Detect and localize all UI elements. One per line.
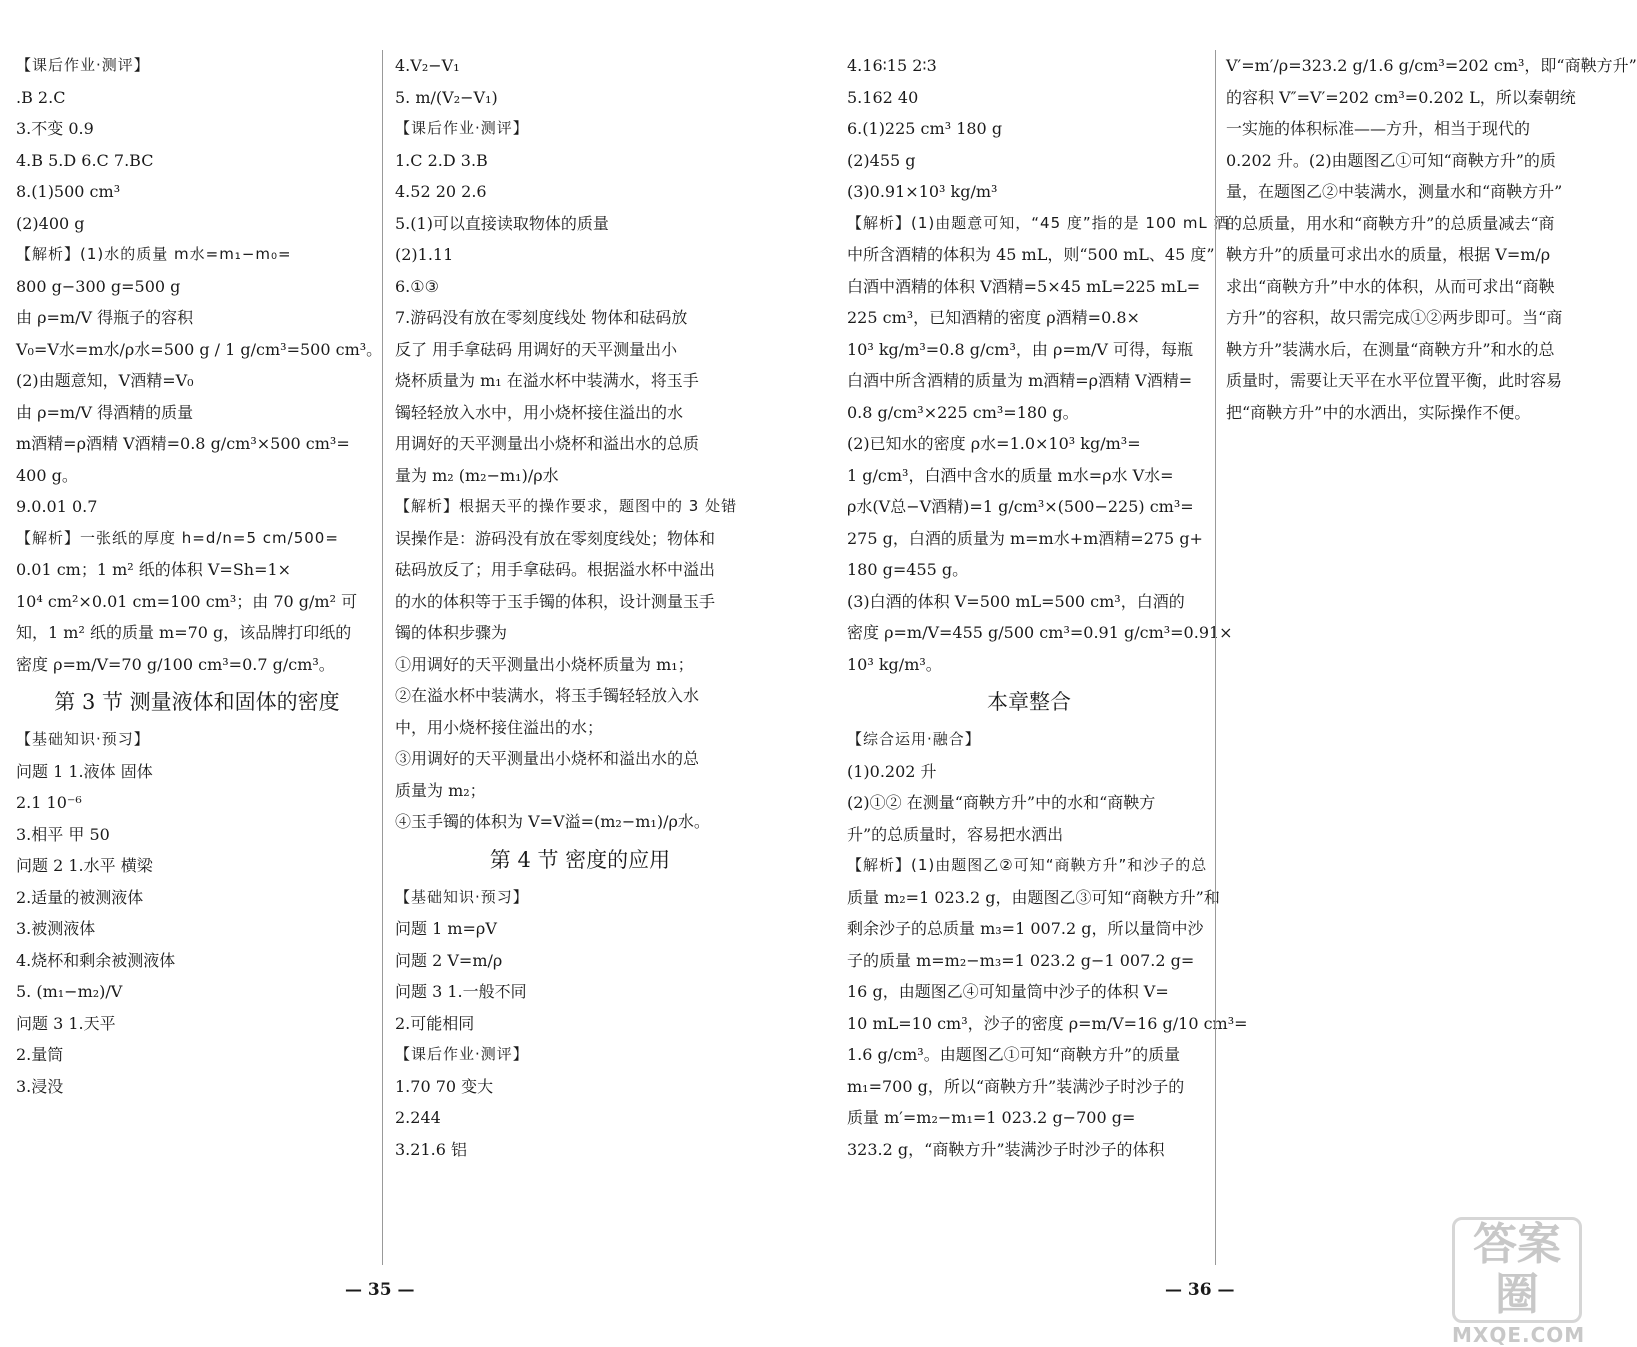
text-line: 6.①③ — [395, 276, 439, 296]
text-line: 问题 1 1.液体 固体 — [16, 761, 153, 781]
text-line: 6.(1)225 cm³ 180 g — [847, 119, 1003, 138]
text-line: 800 g−300 g=500 g — [16, 276, 181, 296]
text-line: 鞅方升”装满水后，在测量“商鞅方升”和水的总 — [1226, 339, 1555, 359]
text-line: 180 g=455 g。 — [847, 560, 969, 579]
column-divider — [1215, 50, 1216, 1265]
text-line: 3.不变 0.9 — [16, 119, 94, 138]
text-line: (3)0.91×10³ kg/m³ — [847, 182, 998, 201]
text-line: 反了 用手拿砝码 用调好的天平测量出小 — [395, 339, 678, 359]
text-line: 【综合运用·融合】 — [847, 730, 981, 748]
text-line: 3.相平 甲 50 — [16, 824, 110, 844]
text-line: 5. m/(V₂−V₁) — [395, 87, 498, 107]
text-line: 由 ρ=m/V 得酒精的质量 — [16, 402, 194, 422]
text-line: 2.量筒 — [16, 1045, 64, 1064]
text-line: 的水的体积等于玉手镯的体积，设计测量玉手 — [395, 591, 716, 611]
text-line: 4.V₂−V₁ — [395, 56, 460, 75]
text-line: (2)1.11 — [395, 245, 454, 264]
text-line: 0.01 cm；1 m² 纸的体积 V=Sh=1× — [16, 560, 292, 579]
text-line: 8.(1)500 cm³ — [16, 182, 121, 201]
text-line: 鞅方升”的质量可求出水的质量，根据 V=m/ρ — [1226, 245, 1551, 264]
text-line: 质量为 m₂； — [395, 780, 486, 800]
text-line: 2.适量的被测液体 — [16, 887, 144, 907]
text-line: 问题 1 m=ρV — [395, 919, 497, 938]
text-line: 问题 2 1.水平 横梁 — [16, 856, 153, 875]
text-line: 知，1 m² 纸的质量 m=70 g，该品牌打印纸的 — [16, 623, 352, 642]
text-line: 4.52 20 2.6 — [395, 182, 487, 201]
text-line: 5. (m₁−m₂)/V — [16, 982, 123, 1001]
text-line: 【课后作业·测评】 — [395, 1045, 529, 1063]
text-line: 323.2 g，“商鞅方升”装满沙子时沙子的体积 — [847, 1139, 1165, 1159]
text-line: 密度 ρ=m/V=455 g/500 cm³=0.91 g/cm³=0.91× — [847, 623, 1233, 642]
text-line: 10⁴ cm²×0.01 cm=100 cm³；由 70 g/m² 可 — [16, 591, 358, 611]
text-line: ②在溢水杯中装满水，将玉手镯轻轻放入水 — [395, 686, 700, 705]
text-line: 225 cm³，已知酒精的密度 ρ酒精=0.8× — [847, 308, 1140, 327]
text-line: 砝码放反了；用手拿砝码。根据溢水杯中溢出 — [395, 560, 716, 579]
text-line: 0.8 g/cm³×225 cm³=180 g。 — [847, 402, 1079, 422]
text-line: 1.C 2.D 3.B — [395, 150, 488, 170]
text-line: m酒精=ρ酒精 V酒精=0.8 g/cm³×500 cm³= — [16, 434, 350, 453]
text-line: (2)455 g — [847, 150, 916, 170]
text-line: 400 g。 — [16, 465, 78, 485]
text-line: 7.游码没有放在零刻度线处 物体和砝码放 — [395, 308, 688, 327]
text-line: 量为 m₂ (m₂−m₁)/ρ水 — [395, 465, 559, 485]
column-1 — [16, 50, 383, 1102]
page-number-left: — 35 — — [345, 1280, 415, 1300]
text-line: 问题 3 1.天平 — [16, 1013, 116, 1033]
text-line: 2.244 — [395, 1108, 441, 1127]
text-line: 10 mL=10 cm³，沙子的密度 ρ=m/V=16 g/10 cm³= — [847, 1013, 1248, 1033]
text-line: 【解析】根据天平的操作要求，题图中的 3 处错 — [395, 497, 738, 515]
text-line: 密度 ρ=m/V=70 g/100 cm³=0.7 g/cm³。 — [16, 654, 335, 674]
text-line: 量，在题图乙②中装满水，测量水和“商鞅方升” — [1226, 182, 1563, 201]
text-line: 【解析】一张纸的厚度 h=d/n=5 cm/500= — [16, 528, 339, 547]
text-line: 烧杯质量为 m₁ 在溢水杯中装满水，将玉手 — [395, 371, 699, 390]
text-line: 由 ρ=m/V 得瓶子的容积 — [16, 308, 194, 327]
text-line: 镯轻轻放入水中，用小烧杯接住溢出的水 — [395, 402, 684, 422]
text-line: 用调好的天平测量出小烧杯和溢出水的总质 — [395, 434, 700, 453]
text-line: 质量 m′=m₂−m₁=1 023.2 g−700 g= — [847, 1108, 1136, 1127]
column-4 — [1226, 50, 1637, 428]
column-3 — [847, 50, 1248, 1165]
text-line: (2)400 g — [16, 213, 85, 233]
text-line: ρ水(V总−V酒精)=1 g/cm³×(500−225) cm³= — [847, 497, 1194, 516]
column-divider — [382, 50, 383, 1265]
text-line: 0.202 升。(2)由题图乙①可知“商鞅方升”的质 — [1226, 150, 1556, 170]
text-line: (1)0.202 升 — [847, 761, 937, 781]
section-title: 第 3 节 测量液体和固体的密度 — [54, 690, 340, 714]
watermark-url: MXQE.COM — [1452, 1323, 1586, 1347]
text-line: 子的质量 m=m₂−m₃=1 023.2 g−1 007.2 g= — [847, 950, 1195, 970]
text-line: (2)由题意知，V酒精=V₀ — [16, 371, 194, 390]
text-line: 剩余沙子的总质量 m₃=1 007.2 g，所以量筒中沙 — [847, 919, 1204, 938]
text-line: 误操作是：游码没有放在零刻度线处；物体和 — [395, 528, 716, 548]
page-number-right: — 36 — — [1165, 1280, 1235, 1300]
text-line: 4.16∶15 2∶3 — [847, 56, 937, 75]
text-line: (2)已知水的密度 ρ水=1.0×10³ kg/m³= — [847, 434, 1141, 453]
text-line: 质量 m₂=1 023.2 g，由题图乙③可知“商鞅方升”和 — [847, 887, 1220, 907]
watermark-logo — [1452, 1217, 1586, 1347]
text-line: 10³ kg/m³。 — [847, 654, 942, 674]
text-line: 把“商鞅方升”中的水洒出，实际操作不便。 — [1226, 402, 1531, 422]
column-2 — [395, 50, 765, 1165]
text-line: 4.烧杯和剩余被测液体 — [16, 950, 176, 970]
watermark-text: 答案圈 — [1452, 1217, 1582, 1323]
text-line: .B 2.C — [16, 87, 66, 107]
text-line: 中所含酒精的体积为 45 mL，则“500 mL、45 度” — [847, 245, 1215, 264]
text-line: 【解析】(1)水的质量 m水=m₁−m₀= — [16, 245, 292, 263]
text-line: 1.6 g/cm³。由题图乙①可知“商鞅方升”的质量 — [847, 1045, 1181, 1064]
text-line: 【解析】(1)由题意可知，“45 度”指的是 100 mL 酒 — [847, 213, 1230, 232]
text-line: 的容积 V″=V′=202 cm³=0.202 L，所以秦朝统 — [1226, 87, 1576, 107]
section-title: 本章整合 — [987, 690, 1071, 714]
text-line: 9.0.01 0.7 — [16, 497, 98, 516]
text-line: 的总质量，用水和“商鞅方升”的总质量减去“商 — [1226, 213, 1555, 233]
text-line: 镯的体积步骤为 — [395, 623, 508, 642]
text-line: m₁=700 g，所以“商鞅方升”装满沙子时沙子的 — [847, 1076, 1185, 1096]
text-line: 【基础知识·预习】 — [16, 730, 150, 748]
text-line: 16 g，由题图乙④可知量筒中沙子的体积 V= — [847, 982, 1169, 1001]
text-line: ①用调好的天平测量出小烧杯质量为 m₁； — [395, 654, 694, 674]
text-line: 3.被测液体 — [16, 919, 96, 938]
section-title: 第 4 节 密度的应用 — [489, 847, 671, 872]
text-line: 质量时，需要让天平在水平位置平衡，此时容易 — [1226, 371, 1563, 390]
text-line: (3)白酒的体积 V=500 mL=500 cm³，白酒的 — [847, 591, 1185, 611]
text-line: 5.162 40 — [847, 87, 919, 107]
text-line: 1 g/cm³，白酒中含水的质量 m水=ρ水 V水= — [847, 465, 1174, 485]
text-line: ③用调好的天平测量出小烧杯和溢出水的总 — [395, 749, 700, 768]
text-line: 2.可能相同 — [395, 1013, 475, 1033]
text-line: 白酒中所含酒精的质量为 m酒精=ρ酒精 V酒精= — [847, 371, 1193, 390]
text-line: 方升”的容积，故只需完成①②两步即可。当“商 — [1226, 308, 1563, 327]
text-line: 升”的总质量时，容易把水洒出 — [847, 824, 1064, 844]
text-line: 1.70 70 变大 — [395, 1076, 494, 1096]
text-line: 3.21.6 铝 — [395, 1139, 467, 1159]
text-line: 问题 3 1.一般不同 — [395, 982, 527, 1001]
text-line: 275 g，白酒的质量为 m=m水+m酒精=275 g+ — [847, 528, 1203, 548]
text-line: 10³ kg/m³=0.8 g/cm³，由 ρ=m/V 可得，每瓶 — [847, 339, 1193, 359]
text-line: 中，用小烧杯接住溢出的水； — [395, 717, 604, 737]
text-line: 求出“商鞅方升”中水的体积，从而可求出“商鞅 — [1226, 276, 1555, 296]
text-line: (2)①② 在测量“商鞅方升”中的水和“商鞅方 — [847, 793, 1156, 812]
text-line: 一实施的体积标准——方升，相当于现代的 — [1226, 119, 1531, 138]
text-line: 2.1 10⁻⁶ — [16, 793, 82, 812]
text-line: 5.(1)可以直接读取物体的质量 — [395, 213, 609, 233]
text-line: 问题 2 V=m/ρ — [395, 950, 503, 970]
text-line: 4.B 5.D 6.C 7.BC — [16, 150, 154, 170]
text-line: 3.浸没 — [16, 1076, 64, 1096]
text-line: V′=m′/ρ=323.2 g/1.6 g/cm³=202 cm³，即“商鞅方升” — [1226, 56, 1637, 75]
text-line: ④玉手镯的体积为 V=V溢=(m₂−m₁)/ρ水。 — [395, 812, 710, 831]
text-line: 白酒中酒精的体积 V酒精=5×45 mL=225 mL= — [847, 276, 1201, 296]
text-line: V₀=V水=m水/ρ水=500 g / 1 g/cm³=500 cm³。 — [16, 339, 383, 359]
text-line: 【课后作业·测评】 — [16, 56, 150, 74]
text-line: 【课后作业·测评】 — [395, 119, 529, 137]
text-line: 【基础知识·预习】 — [395, 887, 529, 906]
text-line: 【解析】(1)由题图乙②可知“商鞅方升”和沙子的总 — [847, 856, 1208, 874]
